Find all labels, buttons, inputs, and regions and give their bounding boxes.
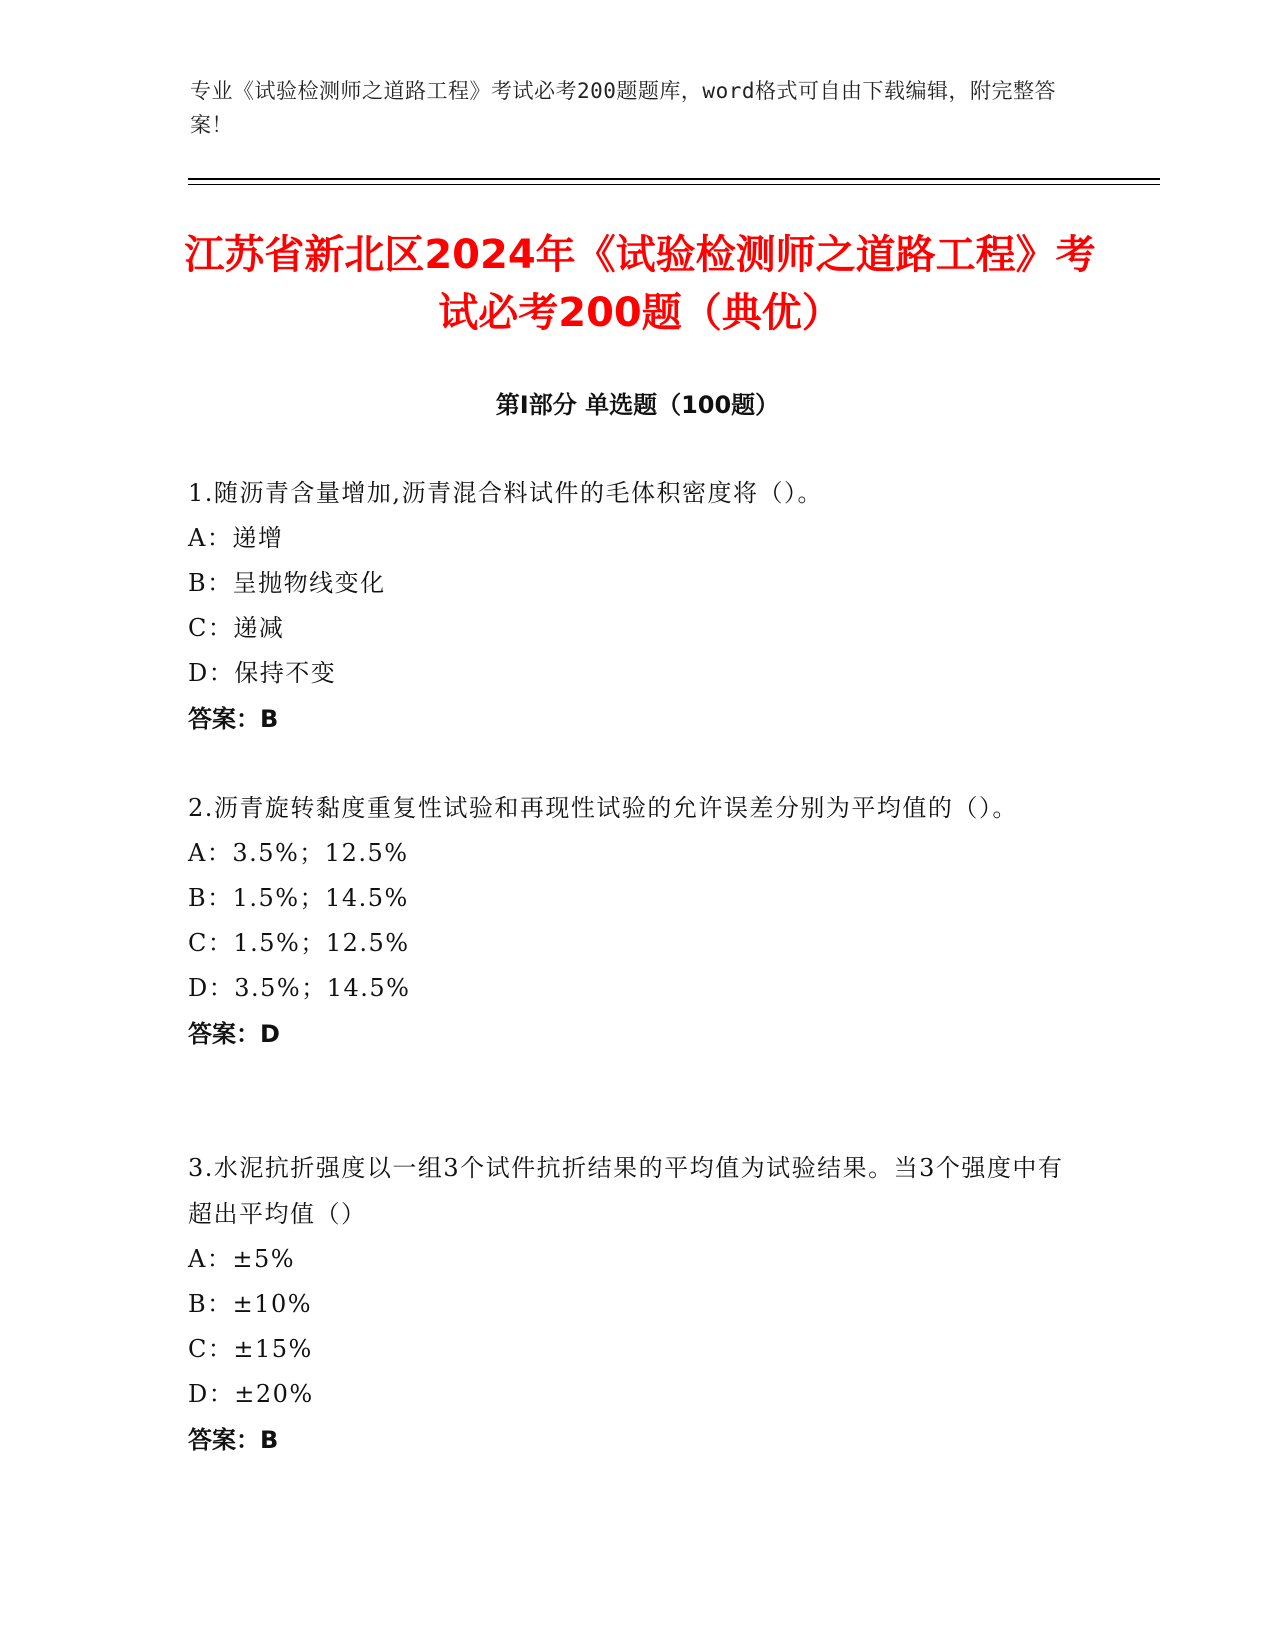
answer-line: 答案：D (188, 1020, 280, 1048)
question-stem: 3.水泥抗折强度以一组3个试件抗折结果的平均值为试验结果。当3个强度中有超出平均值（） (188, 1154, 1064, 1228)
document-title: 江苏省新北区2024年《试验检测师之道路工程》考试必考200题（典优） (184, 232, 1096, 336)
option-b: B：1.5%；14.5% (188, 884, 409, 912)
answer-line: 答案：B (188, 1426, 279, 1454)
option-d: D：±20% (188, 1380, 314, 1408)
option-c: C：±15% (188, 1335, 313, 1363)
option-a: A：±5% (188, 1245, 296, 1273)
question-stem: 2.沥青旋转黏度重复性试验和再现性试验的允许误差分别为平均值的（）。 (188, 794, 1018, 822)
header-rule-thin (188, 184, 1160, 185)
question-1 (188, 470, 1068, 742)
question-stem: 1.随沥青含量增加,沥青混合料试件的毛体积密度将（）。 (188, 479, 824, 507)
option-d: D：保持不变 (188, 659, 337, 687)
option-d: D：3.5%；14.5% (188, 974, 411, 1002)
option-a: A：递增 (188, 524, 284, 552)
question-3 (188, 1145, 1068, 1463)
answer-line: 答案：B (188, 705, 279, 733)
question-2 (188, 785, 1068, 1057)
option-b: B：±10% (188, 1290, 313, 1318)
option-c: C：1.5%；12.5% (188, 929, 410, 957)
option-b: B：呈抛物线变化 (188, 569, 386, 597)
header-note: 专业《试验检测师之道路工程》考试必考200题题库，word格式可自由下载编辑，附完整答案！ (190, 79, 1056, 137)
section-title: 第I部分 单选题（100题） (495, 391, 780, 419)
option-a: A：3.5%；12.5% (188, 839, 409, 867)
header-rule-thick (188, 178, 1160, 180)
option-c: C：递减 (188, 614, 285, 642)
